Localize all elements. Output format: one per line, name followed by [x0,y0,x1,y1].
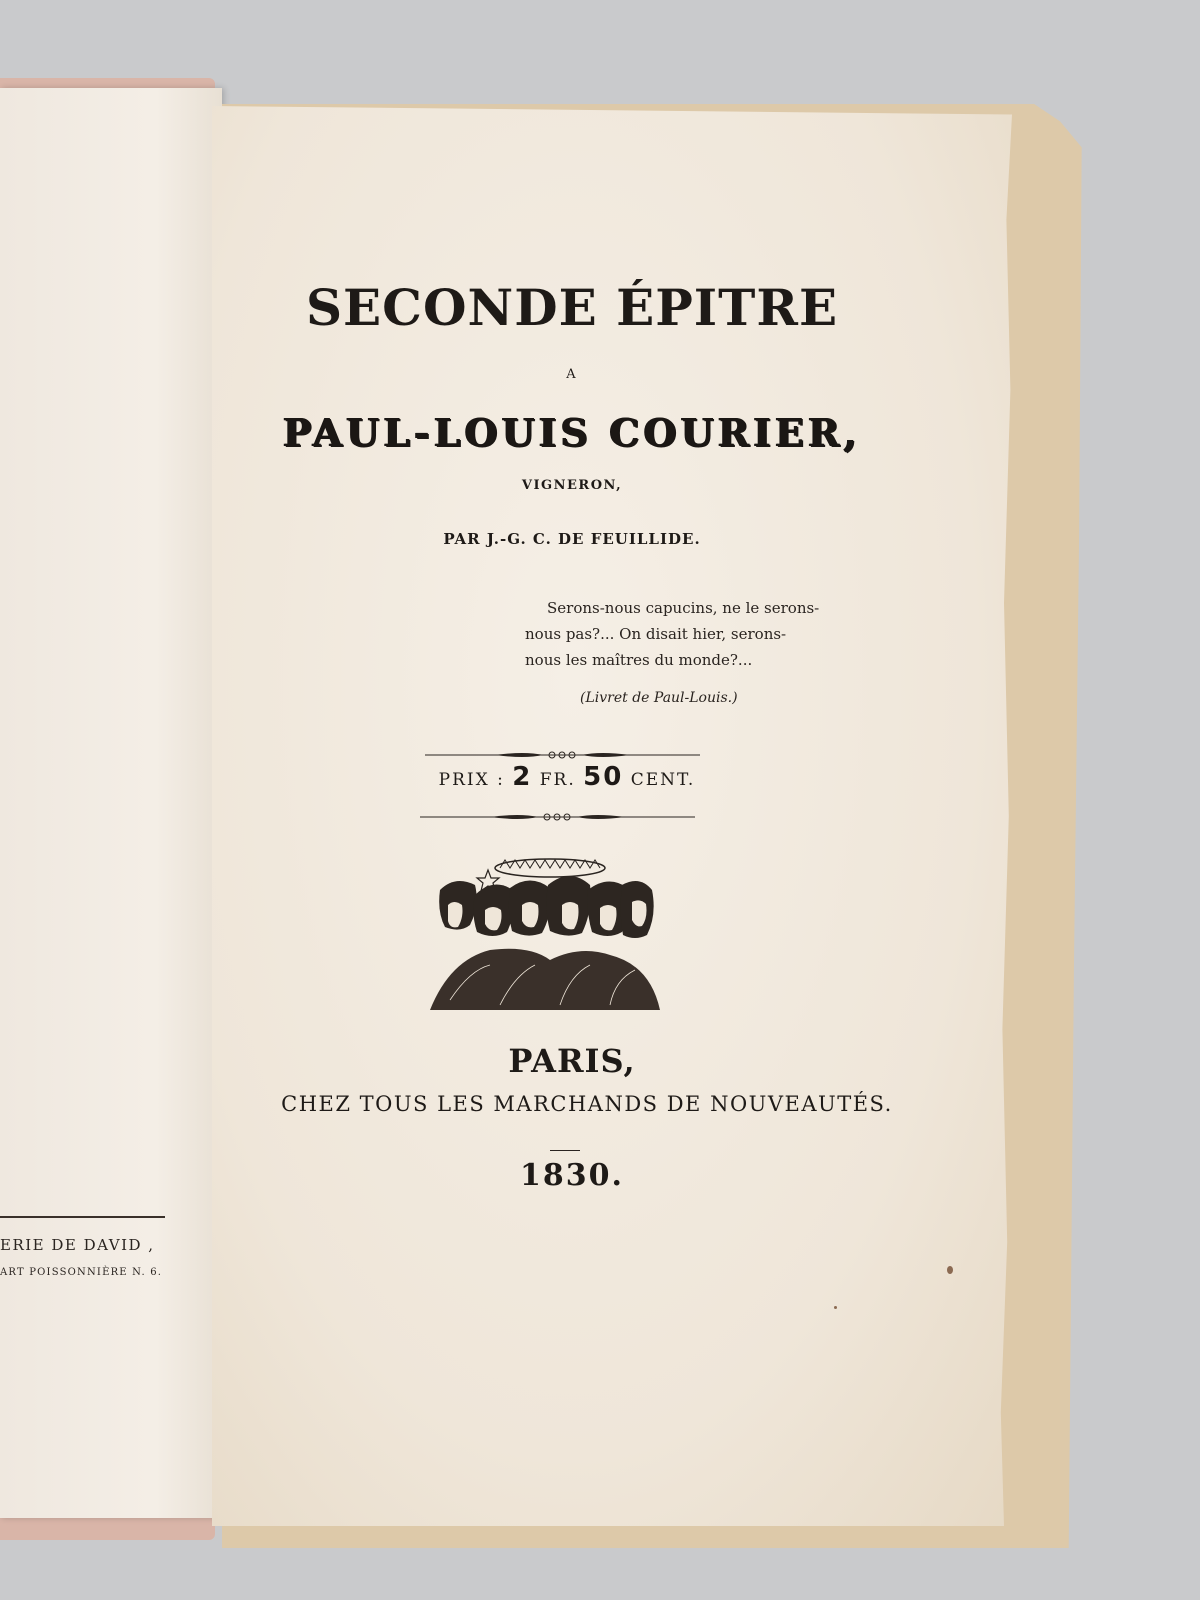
epigraph-line: nous pas?... On disait hier, serons- [525,625,787,643]
epigraph-line: Serons-nous capucins, ne le serons- [547,599,820,617]
price-line [222,762,912,792]
price-cents-unit: CENT. [630,770,696,790]
epigraph [525,595,820,673]
dedicatee-name: PAUL-LOUIS COURIER, [283,410,861,455]
epigraph-line: nous les maîtres du monde?... [525,651,753,669]
left-page [0,88,222,1518]
imprint-city: PARIS, [508,1042,636,1080]
dedicatee-role: VIGNERON, [521,478,623,493]
price-cents: 50 [583,762,624,792]
printer-imprint-line-2: ART POISSONNIÈRE N. 6. [0,1267,163,1278]
author-byline: PAR J.-G. C. DE FEUILLIDE. [443,530,701,548]
dedication-word: A [566,367,578,382]
price-francs-unit: FR. [539,770,576,790]
book-title: SECONDE ÉPITRE [305,278,839,337]
imprint-rule [0,1216,165,1218]
imprint-short-rule [550,1150,580,1151]
printer-imprint-line-1: ERIE DE DAVID , [0,1236,155,1254]
imprint-publisher: CHEZ TOUS LES MARCHANDS DE NOUVEAUTÉS. [281,1092,893,1116]
engraved-faces-vignette-icon [430,850,670,1010]
epigraph-source: (Livret de Paul-Louis.) [580,690,738,706]
price-francs: 2 [512,762,533,792]
publication-year: 1830. [520,1158,624,1193]
ornamental-rule-top [425,748,700,762]
show-through-text [40,648,52,678]
ornamental-rule-bottom [420,810,695,824]
price-label: PRIX : [438,770,505,790]
